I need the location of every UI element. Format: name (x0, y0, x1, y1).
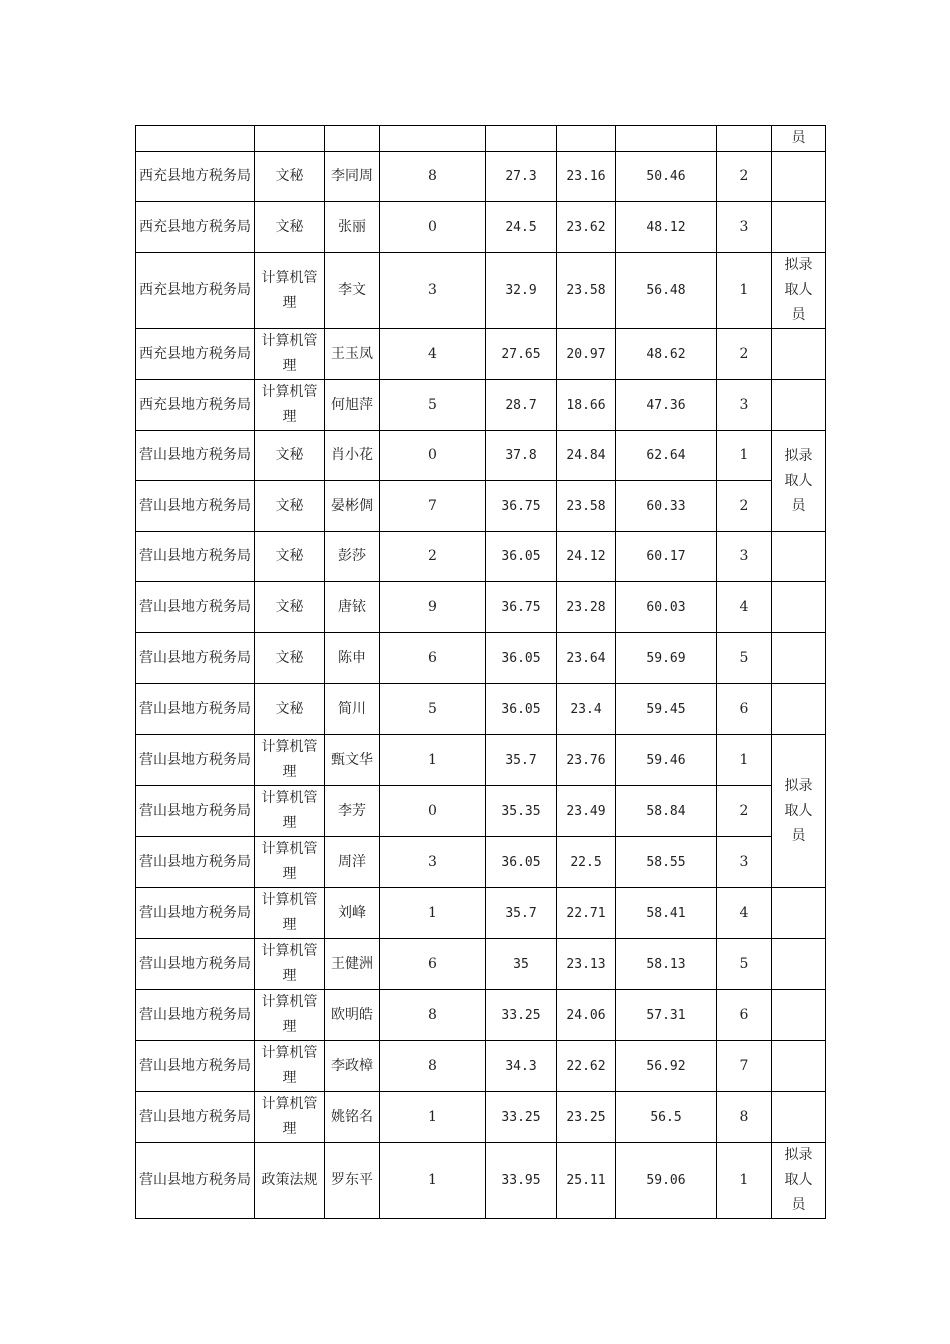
cell-ticket: 8 (380, 990, 486, 1041)
cell-note (772, 888, 826, 939)
cell-note (772, 152, 826, 202)
cell-name: 简川 (325, 684, 380, 735)
cell-interview: 25.11 (557, 1143, 616, 1219)
cell-note (772, 532, 826, 582)
cell-rank: 4 (717, 582, 772, 633)
cell-ticket: 1 (380, 1143, 486, 1219)
cell-post: 文秘 (255, 481, 325, 532)
cell-name: 晏彬倜 (325, 481, 380, 532)
cell-rank: 2 (717, 786, 772, 837)
cell-name: 甄文华 (325, 735, 380, 786)
cell-written: 36.05 (486, 837, 557, 888)
cell-unit: 营山县地方税务局 (136, 633, 255, 684)
cell-rank: 1 (717, 253, 772, 329)
cell-post: 文秘 (255, 431, 325, 481)
cell-written: 33.95 (486, 1143, 557, 1219)
cell-unit: 营山县地方税务局 (136, 888, 255, 939)
cell-rank: 2 (717, 481, 772, 532)
cell-rank: 3 (717, 380, 772, 431)
cell-written: 33.25 (486, 1092, 557, 1143)
cell-written: 37.8 (486, 431, 557, 481)
table-row (136, 126, 826, 152)
cell-unit: 营山县地方税务局 (136, 990, 255, 1041)
table-row (136, 684, 826, 735)
cell-total: 47.36 (616, 380, 717, 431)
cell-total: 59.46 (616, 735, 717, 786)
cell-name: 唐铱 (325, 582, 380, 633)
cell-total: 48.62 (616, 329, 717, 380)
cell-total: 58.55 (616, 837, 717, 888)
cell-written: 35.7 (486, 735, 557, 786)
cell-total: 57.31 (616, 990, 717, 1041)
table-row (136, 1143, 826, 1219)
cell-ticket: 0 (380, 431, 486, 481)
score-table (135, 125, 826, 1219)
cell-rank: 5 (717, 939, 772, 990)
cell-post: 文秘 (255, 532, 325, 582)
cell-interview: 23.28 (557, 582, 616, 633)
cell-unit: 营山县地方税务局 (136, 837, 255, 888)
cell-post: 计算机管理 (255, 1041, 325, 1092)
cell-post: 计算机管理 (255, 786, 325, 837)
cell-note: 拟录取人员 (772, 253, 826, 329)
cell-name: 罗东平 (325, 1143, 380, 1219)
table-row (136, 380, 826, 431)
cell-note: 拟录取人员 (772, 431, 826, 532)
cell-interview (557, 126, 616, 152)
cell-name: 彭莎 (325, 532, 380, 582)
cell-ticket: 0 (380, 202, 486, 253)
cell-ticket: 4 (380, 329, 486, 380)
cell-written: 36.05 (486, 684, 557, 735)
cell-note (772, 202, 826, 253)
table-row (136, 253, 826, 329)
cell-note (772, 380, 826, 431)
cell-written: 24.5 (486, 202, 557, 253)
cell-ticket: 5 (380, 380, 486, 431)
cell-note (772, 684, 826, 735)
table-row (136, 431, 826, 481)
cell-name: 何旭萍 (325, 380, 380, 431)
cell-interview: 23.76 (557, 735, 616, 786)
cell-unit: 营山县地方税务局 (136, 939, 255, 990)
cell-unit: 营山县地方税务局 (136, 481, 255, 532)
cell-written: 33.25 (486, 990, 557, 1041)
cell-name: 李同周 (325, 152, 380, 202)
cell-interview: 24.84 (557, 431, 616, 481)
cell-ticket: 0 (380, 786, 486, 837)
cell-note (772, 633, 826, 684)
cell-ticket: 6 (380, 633, 486, 684)
cell-written: 27.65 (486, 329, 557, 380)
cell-interview: 20.97 (557, 329, 616, 380)
cell-rank: 1 (717, 1143, 772, 1219)
cell-note (772, 329, 826, 380)
cell-ticket: 3 (380, 253, 486, 329)
table-row (136, 735, 826, 786)
cell-note (772, 582, 826, 633)
cell-post: 计算机管理 (255, 253, 325, 329)
cell-interview: 23.58 (557, 253, 616, 329)
cell-unit: 西充县地方税务局 (136, 380, 255, 431)
cell-note (772, 939, 826, 990)
cell-ticket: 8 (380, 152, 486, 202)
cell-interview: 22.71 (557, 888, 616, 939)
table-row (136, 582, 826, 633)
cell-name: 王健洲 (325, 939, 380, 990)
cell-rank: 6 (717, 990, 772, 1041)
cell-interview: 22.62 (557, 1041, 616, 1092)
cell-ticket: 6 (380, 939, 486, 990)
cell-rank (717, 126, 772, 152)
cell-ticket: 5 (380, 684, 486, 735)
cell-name: 王玉凤 (325, 329, 380, 380)
cell-interview: 23.4 (557, 684, 616, 735)
cell-written: 32.9 (486, 253, 557, 329)
table-row (136, 202, 826, 253)
cell-post: 计算机管理 (255, 329, 325, 380)
cell-rank: 2 (717, 152, 772, 202)
cell-post: 文秘 (255, 582, 325, 633)
cell-unit: 西充县地方税务局 (136, 202, 255, 253)
cell-unit: 营山县地方税务局 (136, 735, 255, 786)
cell-total (616, 126, 717, 152)
cell-total: 60.17 (616, 532, 717, 582)
cell-ticket: 1 (380, 888, 486, 939)
cell-note: 员 (772, 126, 826, 152)
cell-ticket: 8 (380, 1041, 486, 1092)
cell-total: 59.06 (616, 1143, 717, 1219)
cell-name: 李芳 (325, 786, 380, 837)
cell-post: 计算机管理 (255, 990, 325, 1041)
cell-total: 58.84 (616, 786, 717, 837)
table-row (136, 837, 826, 888)
cell-interview: 24.06 (557, 990, 616, 1041)
cell-post: 文秘 (255, 152, 325, 202)
cell-note (772, 1041, 826, 1092)
table-row (136, 481, 826, 532)
cell-written: 36.75 (486, 582, 557, 633)
table-row (136, 786, 826, 837)
cell-name: 陈申 (325, 633, 380, 684)
table-row (136, 990, 826, 1041)
table-row (136, 1092, 826, 1143)
cell-name: 周洋 (325, 837, 380, 888)
cell-interview: 23.49 (557, 786, 616, 837)
cell-post: 文秘 (255, 633, 325, 684)
cell-note (772, 990, 826, 1041)
cell-total: 48.12 (616, 202, 717, 253)
cell-rank: 1 (717, 735, 772, 786)
cell-written: 35.35 (486, 786, 557, 837)
cell-ticket: 2 (380, 532, 486, 582)
cell-total: 56.92 (616, 1041, 717, 1092)
cell-post: 文秘 (255, 202, 325, 253)
cell-post: 计算机管理 (255, 735, 325, 786)
cell-total: 59.69 (616, 633, 717, 684)
table-row (136, 152, 826, 202)
cell-written: 36.75 (486, 481, 557, 532)
cell-unit: 营山县地方税务局 (136, 431, 255, 481)
cell-name: 张丽 (325, 202, 380, 253)
cell-rank: 5 (717, 633, 772, 684)
cell-ticket: 1 (380, 735, 486, 786)
cell-rank: 8 (717, 1092, 772, 1143)
cell-name: 李文 (325, 253, 380, 329)
cell-written: 35 (486, 939, 557, 990)
cell-written: 34.3 (486, 1041, 557, 1092)
cell-total: 60.03 (616, 582, 717, 633)
cell-total: 62.64 (616, 431, 717, 481)
cell-total: 59.45 (616, 684, 717, 735)
table-row (136, 939, 826, 990)
table-row (136, 1041, 826, 1092)
cell-unit: 营山县地方税务局 (136, 684, 255, 735)
cell-ticket: 1 (380, 1092, 486, 1143)
cell-note: 拟录取人员 (772, 735, 826, 888)
cell-rank: 3 (717, 532, 772, 582)
cell-unit: 营山县地方税务局 (136, 1041, 255, 1092)
table-row (136, 888, 826, 939)
cell-ticket: 7 (380, 481, 486, 532)
cell-rank: 6 (717, 684, 772, 735)
cell-written: 36.05 (486, 532, 557, 582)
cell-post: 计算机管理 (255, 380, 325, 431)
cell-unit: 营山县地方税务局 (136, 582, 255, 633)
cell-interview: 23.62 (557, 202, 616, 253)
cell-rank: 7 (717, 1041, 772, 1092)
cell-note (772, 1092, 826, 1143)
table-row (136, 633, 826, 684)
cell-unit: 营山县地方税务局 (136, 786, 255, 837)
cell-unit: 营山县地方税务局 (136, 1092, 255, 1143)
cell-name: 欧明皓 (325, 990, 380, 1041)
cell-name: 肖小花 (325, 431, 380, 481)
cell-unit: 营山县地方税务局 (136, 532, 255, 582)
cell-name: 李政樟 (325, 1041, 380, 1092)
cell-interview: 23.13 (557, 939, 616, 990)
cell-unit: 西充县地方税务局 (136, 329, 255, 380)
cell-interview: 24.12 (557, 532, 616, 582)
cell-rank: 3 (717, 837, 772, 888)
cell-name: 姚铭名 (325, 1092, 380, 1143)
cell-unit: 营山县地方税务局 (136, 1143, 255, 1219)
cell-rank: 2 (717, 329, 772, 380)
cell-post: 计算机管理 (255, 837, 325, 888)
cell-written: 35.7 (486, 888, 557, 939)
cell-interview: 23.58 (557, 481, 616, 532)
cell-rank: 1 (717, 431, 772, 481)
cell-post: 计算机管理 (255, 888, 325, 939)
cell-unit (136, 126, 255, 152)
cell-written: 28.7 (486, 380, 557, 431)
cell-post: 计算机管理 (255, 1092, 325, 1143)
cell-total: 58.13 (616, 939, 717, 990)
cell-written: 27.3 (486, 152, 557, 202)
cell-unit: 西充县地方税务局 (136, 152, 255, 202)
cell-total: 58.41 (616, 888, 717, 939)
cell-written: 36.05 (486, 633, 557, 684)
table-body (136, 126, 826, 1219)
cell-note: 拟录取人员 (772, 1143, 826, 1219)
cell-interview: 18.66 (557, 380, 616, 431)
cell-total: 60.33 (616, 481, 717, 532)
cell-rank: 4 (717, 888, 772, 939)
table-row (136, 329, 826, 380)
cell-ticket (380, 126, 486, 152)
cell-ticket: 3 (380, 837, 486, 888)
cell-written (486, 126, 557, 152)
cell-total: 56.5 (616, 1092, 717, 1143)
cell-post: 政策法规 (255, 1143, 325, 1219)
cell-name (325, 126, 380, 152)
cell-interview: 23.64 (557, 633, 616, 684)
cell-post: 文秘 (255, 684, 325, 735)
cell-post (255, 126, 325, 152)
cell-interview: 22.5 (557, 837, 616, 888)
table-row (136, 532, 826, 582)
cell-total: 56.48 (616, 253, 717, 329)
cell-rank: 3 (717, 202, 772, 253)
cell-interview: 23.25 (557, 1092, 616, 1143)
cell-ticket: 9 (380, 582, 486, 633)
cell-total: 50.46 (616, 152, 717, 202)
cell-name: 刘峰 (325, 888, 380, 939)
cell-interview: 23.16 (557, 152, 616, 202)
cell-post: 计算机管理 (255, 939, 325, 990)
cell-unit: 西充县地方税务局 (136, 253, 255, 329)
